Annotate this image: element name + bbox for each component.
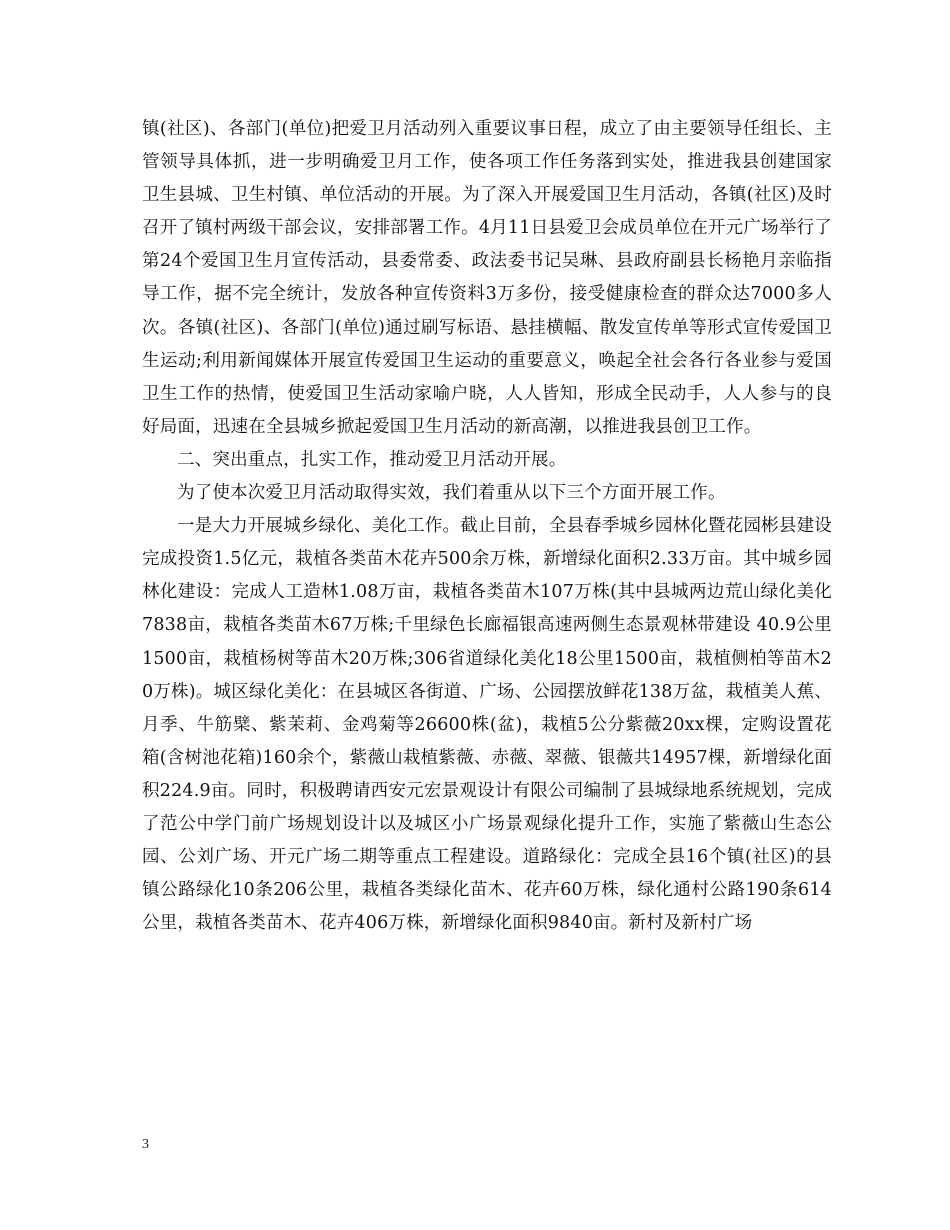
paragraph-continuation: 镇(社区)、各部门(单位)把爱卫月活动列入重要议事日程，成立了由主要领导任组长、主管领导具体抓，进一步明确爱卫月工作，使各项工作任务落到实处，推进我县创建国家卫生县城、卫生村镇、单位活动的开展。为了深入开展爱国卫生月活动，各镇(社区)及时召开了镇村两级干部会议，安排部署工作。4月11日县爱卫会成员单位在开元广场举行了第24个爱国卫生月宣传活动，县委常委、政法委书记吴琳、县政府副县长杨艳月亲临指导工作，据不完全统计，发放各种宣传资料3万多份，接受健康检查的群众达7000多人次。各镇(社区)、各部门(单位)通过刷写标语、悬挂横幅、散发宣传单等形式宣传爱国卫生运动;利用新闻媒体开展宣传爱国卫生运动的重要意义，唤起全社会各行各业参与爱国卫生工作的热情，使爱国卫生活动家喻户晓，人人皆知，形成全民动手，人人参与的良好局面，迅速在全县城乡掀起爱国卫生月活动的新高潮，以推进我县创卫工作。 — [142, 119, 832, 437]
page-number: 3 — [142, 1137, 149, 1152]
section-heading: 二、突出重点，扎实工作，推动爱卫月活动开展。 — [177, 449, 567, 470]
paragraph-intro: 为了使本次爱卫月活动取得实效，我们着重从以下三个方面开展工作。 — [177, 483, 726, 504]
paragraph-greening: 一是大力开展城乡绿化、美化工作。截止目前，全县春季城乡园林化暨花园彬县建设完成投资1.5亿元，栽植各类苗木花卉500余万株，新增绿化面积2.33万亩。其中城乡园林化建设：完成人工造林1.08万亩，栽植各类苗木107万株(其中县城两边荒山绿化美化7838亩，栽植各类苗木67万株;千里绿色长廊福银高速两侧生态景观林带建设 40.9公里1500亩，栽植杨树等苗木20万株;306省道绿化美化18公里1500亩，栽植侧柏等苗木20万株)。城区绿化美化：在县城区各街道、广场、公园摆放鲜花138万盆，栽植美人蕉、月季、牛筋檗、紫茉莉、金鸡菊等26600株(盆)，栽植5公分紫薇20xx棵，定购设置花箱(含树池花箱)160余个，紫薇山栽植紫薇、赤薇、翠薇、银薇共14957棵，新增绿化面积224.9亩。同时，积极聘请西安元宏景观设计有限公司编制了县城绿地系统规划，完成了范公中学门前广场规划设计以及城区小广场景观绿化提升工作，实施了紫薇山生态公园、公刘广场、开元广场二期等重点工程建设。道路绿化：完成全县16个镇(社区)的县镇公路绿化10条206公里，栽植各类绿化苗木、花卉60万株，绿化通村公路190条614公里，栽植各类苗木、花卉406万株，新增绿化面积9840亩。新村及新村广场 — [142, 516, 832, 934]
body-text — [142, 113, 832, 940]
